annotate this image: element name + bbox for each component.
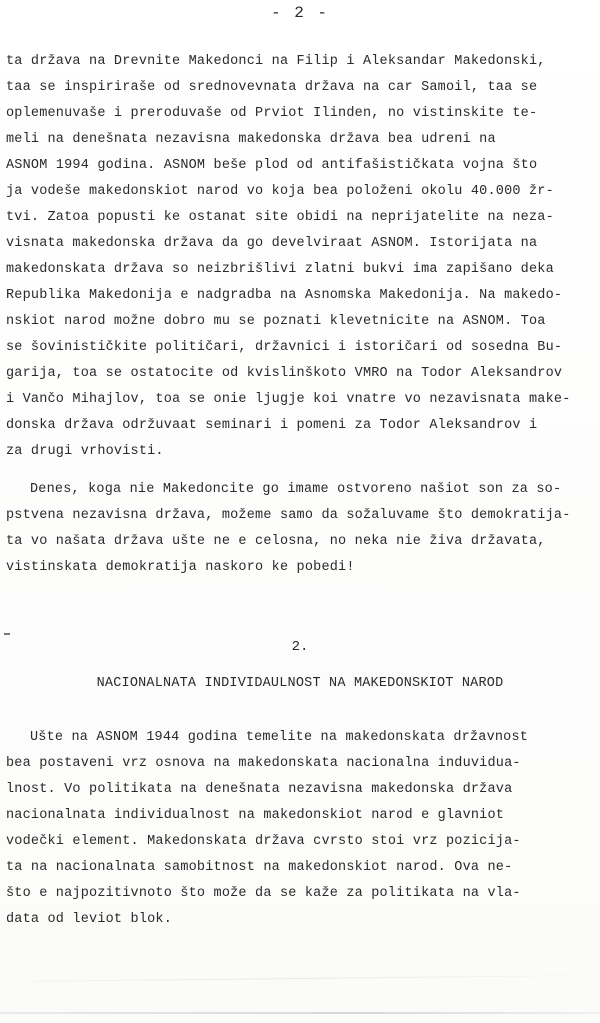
section-number: 2. xyxy=(291,639,309,655)
paper-bottom-edge xyxy=(0,1012,600,1014)
text-line: pstvena nezavisna država, možeme samo da sožaluvame što demokratija- xyxy=(6,508,571,523)
text-line: meli na denešnata nezavisna makedonska država bea udreni na xyxy=(6,132,496,147)
text-line: donska država održuvaat seminari i pomeni za Todor Aleksandrov i xyxy=(6,418,538,433)
paper-crease xyxy=(30,975,570,982)
text-line: bea postaveni vrz osnova na makedonskata nacionalna induvidua- xyxy=(6,756,521,771)
text-line: Republika Makedonija e nadgradba na Asnomska Makedonija. Na makedo- xyxy=(6,288,563,303)
text-line: oplemenuvaše i preroduvaše od Prviot Ilinden, no vistinskite te- xyxy=(6,106,538,121)
text-line: ta država na Drevnite Makedonci na Filip i Aleksandar Makedonski, xyxy=(6,54,546,69)
margin-mark xyxy=(4,633,10,635)
text-line: za drugi vrhovisti. xyxy=(6,444,164,459)
text-line: i Vančo Mihajlov, toa se onie ljugje koi vnatre vo nezavisnata make- xyxy=(6,392,571,407)
text-line: ta na nacionalnata samobitnost na makedonskiot narod. Ova ne- xyxy=(6,860,513,875)
text-line: data od leviot blok. xyxy=(6,912,173,927)
text-line: taa se inspiriraše od srednovevnata država na car Samoil, taa se xyxy=(6,80,538,95)
page-number: - 2 - xyxy=(270,4,329,22)
text-line: makedonskata država so neizbrišlivi zlatni bukvi ima zapišano deka xyxy=(6,262,554,277)
text-line: Ušte na ASNOM 1944 godina temelite na makedonskata državnost xyxy=(30,730,529,745)
text-line: ja vodeše makedonskiot narod vo koja bea položeni okolu 40.000 žr- xyxy=(6,184,554,199)
text-line: vistinskata demokratija naskoro ke pobedi! xyxy=(6,560,355,575)
text-line: garija, toa se ostatocite od kvislinškoto VMRO na Todor Aleksandrov xyxy=(6,366,563,381)
text-line: nskiot narod možne dobro mu se poznati klevetnicite na ASNOM. Toa xyxy=(6,314,546,329)
text-line: visnata makedonska država da go develviraat ASNOM. Istorijata na xyxy=(6,236,538,251)
text-line: ta vo našata država ušte ne e celosna, no neka nie živa državata, xyxy=(6,534,546,549)
section-title: NACIONALNATA INDIVIDAULNOST NA MAKEDONSKIOT NAROD xyxy=(96,676,504,691)
text-line: što e najpozitivnoto što može da se kaže za politikata na vla- xyxy=(6,886,521,901)
text-line: nacionalnata individualnost na makedonskiot narod e glavniot xyxy=(6,808,505,823)
text-line: tvi. Zatoa popusti ke ostanat site obidi na neprijatelite na neza- xyxy=(6,210,554,225)
text-line: Denes, koga nie Makedoncite go imame ostvoreno našiot son za so- xyxy=(30,482,562,497)
text-line: lnost. Vo politikata na denešnata nezavisna makedonska država xyxy=(6,782,513,797)
text-line: vodečki element. Makedonskata država cvrsto stoi vrz pozicija- xyxy=(6,834,521,849)
text-line: ASNOM 1994 godina. ASNOM beše plod od antifašističkata vojna što xyxy=(6,158,538,173)
text-line: se šovinističkite političari, državnici i istoričari od sosedna Bu- xyxy=(6,340,563,355)
